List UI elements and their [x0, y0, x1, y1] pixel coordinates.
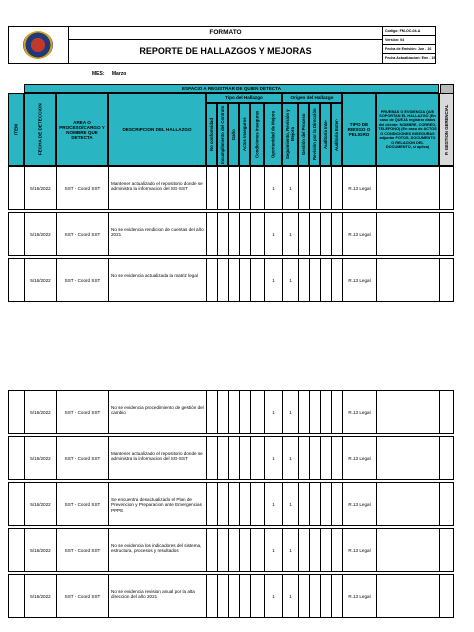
cell-riesgo	[342, 436, 376, 480]
cell-empty	[217, 390, 228, 434]
cell-empty	[320, 258, 331, 302]
origen-col-2: Gestión del Proceso	[298, 103, 309, 166]
cell-v2	[282, 436, 298, 480]
cell-empty	[8, 574, 24, 618]
cell-fecha	[24, 482, 56, 526]
cell-text-riesgo: R.13 Legal	[348, 232, 371, 237]
origen-col-5: Auditoria Exter-	[331, 103, 342, 166]
cell-empty	[217, 528, 228, 572]
cell-empty	[331, 482, 342, 526]
table-row	[8, 258, 454, 302]
cell-fecha	[24, 166, 56, 210]
cell-empty	[239, 528, 250, 572]
cell-empty	[8, 166, 24, 210]
cell-empty	[439, 436, 454, 480]
cell-text-riesgo: R.13 Legal	[348, 186, 371, 191]
cell-empty	[206, 482, 217, 526]
tipo-col-6: Oportunidad de Mejora	[264, 103, 282, 166]
cell-descripcion	[108, 574, 206, 618]
cell-text-v2: 1	[289, 594, 292, 599]
cell-text-area: SST - Coord SST	[64, 548, 101, 553]
logo-cell	[9, 27, 69, 63]
cell-v2	[282, 482, 298, 526]
table-row	[8, 166, 454, 210]
cell-empty	[228, 166, 239, 210]
cell-fecha	[24, 436, 56, 480]
cell-text-v1: 1	[272, 410, 275, 415]
origen-hallazgo-group: Origen del Hallazgo	[282, 93, 342, 103]
cell-v1	[264, 258, 282, 302]
cell-empty	[8, 436, 24, 480]
cell-empty	[8, 212, 24, 256]
cell-empty	[298, 528, 309, 572]
cell-empty	[439, 528, 454, 572]
cell-riesgo	[342, 574, 376, 618]
cell-empty	[376, 258, 439, 302]
cell-text-v2: 1	[289, 548, 292, 553]
cell-empty	[250, 528, 264, 572]
tipo-col-4: Actos Inseguros	[239, 103, 250, 166]
origen-col-1: Seguimiento, Revisión y Mejora	[282, 103, 298, 166]
cell-descripcion	[108, 258, 206, 302]
cell-text-fecha: 5/16/2022	[30, 502, 51, 507]
cell-fecha	[24, 212, 56, 256]
cell-empty	[376, 574, 439, 618]
company-logo	[23, 31, 53, 59]
cell-text-descripcion: No se evidencia procedimiento de gestión del cambio	[111, 405, 204, 416]
cell-fecha	[24, 574, 56, 618]
report-title: REPORTE DE HALLAZGOS Y MEJORAS	[139, 46, 312, 56]
cell-empty	[320, 166, 331, 210]
col-fecha: FECHA DE DETECCION	[24, 93, 56, 166]
cell-empty	[439, 212, 454, 256]
cell-empty	[298, 166, 309, 210]
cell-empty	[309, 436, 320, 480]
cell-empty	[239, 390, 250, 434]
cell-empty	[250, 436, 264, 480]
cell-empty	[309, 212, 320, 256]
cell-text-fecha: 5/16/2022	[30, 456, 51, 461]
cell-text-v1: 1	[272, 278, 275, 283]
cell-empty	[309, 574, 320, 618]
cell-empty	[228, 528, 239, 572]
cell-text-area: SST - Coord SST	[64, 594, 101, 599]
cell-text-v2: 1	[289, 232, 292, 237]
version: Versión: 04	[383, 36, 436, 45]
cell-empty	[376, 528, 439, 572]
cell-text-descripcion: No se evidencia los indicadores del sistema, estructura, procesos y resultados	[111, 543, 202, 554]
cell-text-fecha: 5/16/2022	[30, 278, 51, 283]
col-descripcion: DESCRIPCION DEL HALLAZGO	[108, 93, 206, 166]
cell-empty	[239, 574, 250, 618]
col-pruebas: PRUEBAS O EVIDENCIA QUE SOPORTAN EL HALLAZGO (En caso de QUEJA registrar datos del cliente: NOMBRE, CORREO, TELEFONO) (En caso de ACTOS O CONDICIONES INSEGURAS adjuntar FOTOS, DOCUMENTO O RELACION DEL DOCUMENTO, si aplica)	[376, 93, 439, 166]
cell-text-area: SST - Coord SST	[64, 456, 101, 461]
cell-descripcion	[108, 528, 206, 572]
cell-text-fecha: 5/16/2022	[30, 232, 51, 237]
cell-area	[56, 212, 108, 256]
cell-text-descripcion: No se evidencia rendicion de cuentas del año 2021	[111, 227, 204, 238]
cell-empty	[217, 166, 228, 210]
tipo-col-5: Condiciones Inseguras	[250, 103, 264, 166]
cell-text-descripcion: Se encuentra desactualizado el Plan de Prevencion y Preparacion ante Emergencias PPPE	[111, 497, 202, 513]
cell-empty	[206, 436, 217, 480]
cell-text-area: SST - Coord SST	[64, 278, 101, 283]
cell-text-v1: 1	[272, 186, 275, 191]
table-row	[8, 436, 454, 480]
cell-empty	[250, 166, 264, 210]
fecha-actualizacion: Fecha Actualizacion: Ene - 19	[385, 56, 436, 60]
cell-empty	[376, 390, 439, 434]
document-header	[8, 26, 436, 64]
cell-descripcion	[108, 212, 206, 256]
cell-empty	[439, 258, 454, 302]
cell-empty	[376, 436, 439, 480]
cell-empty	[228, 574, 239, 618]
tipo-hallazgo-group: Tipo del Hallazgo	[206, 93, 282, 103]
cell-empty	[8, 528, 24, 572]
cell-empty	[320, 212, 331, 256]
cell-empty	[331, 212, 342, 256]
cell-text-fecha: 5/16/2022	[30, 594, 51, 599]
cell-empty	[298, 212, 309, 256]
cell-empty	[8, 390, 24, 434]
cell-empty	[206, 528, 217, 572]
cell-riesgo	[342, 528, 376, 572]
cell-text-riesgo: R.13 Legal	[348, 594, 371, 599]
cell-empty	[228, 390, 239, 434]
title-cell	[69, 27, 383, 63]
cell-empty	[217, 574, 228, 618]
cell-empty	[250, 574, 264, 618]
cell-v1	[264, 390, 282, 434]
cell-empty	[439, 166, 454, 210]
cell-empty	[376, 212, 439, 256]
table-row	[8, 574, 454, 618]
cell-text-area: SST - Coord SST	[64, 502, 101, 507]
cell-empty	[228, 258, 239, 302]
cell-text-area: SST - Coord SST	[64, 186, 101, 191]
cell-empty	[309, 258, 320, 302]
cell-descripcion	[108, 482, 206, 526]
cell-empty	[206, 166, 217, 210]
cell-v2	[282, 212, 298, 256]
cell-empty	[250, 212, 264, 256]
cell-text-descripcion: Mantener actualizado el repositorio donde se administra la informacion del SG-SST	[111, 451, 203, 462]
cell-text-v2: 1	[289, 456, 292, 461]
cell-v1	[264, 212, 282, 256]
formato-label: FORMATO	[69, 27, 382, 40]
cell-v2	[282, 390, 298, 434]
cell-empty	[331, 258, 342, 302]
cell-text-v2: 1	[289, 410, 292, 415]
month-value: Marzo	[111, 71, 127, 77]
cell-text-v1: 1	[272, 548, 275, 553]
cell-empty	[309, 528, 320, 572]
cell-empty	[239, 166, 250, 210]
table-row	[8, 528, 454, 572]
cell-area	[56, 482, 108, 526]
cell-empty	[217, 482, 228, 526]
cell-empty	[376, 482, 439, 526]
cell-text-riesgo: R.13 Legal	[348, 278, 371, 283]
cell-text-riesgo: R.13 Legal	[348, 456, 371, 461]
cell-empty	[320, 436, 331, 480]
cell-fecha	[24, 390, 56, 434]
cell-empty	[320, 482, 331, 526]
cell-empty	[206, 258, 217, 302]
tipo-col-2: Incumplimiento del Contrato	[217, 103, 228, 166]
cell-v1	[264, 574, 282, 618]
table-row	[8, 390, 454, 434]
cell-area	[56, 390, 108, 434]
cell-empty	[320, 528, 331, 572]
cell-riesgo	[342, 390, 376, 434]
cell-empty	[239, 482, 250, 526]
cell-empty	[239, 258, 250, 302]
cell-v2	[282, 258, 298, 302]
cell-empty	[217, 212, 228, 256]
document-meta	[383, 27, 436, 63]
cell-text-v2: 1	[289, 502, 292, 507]
cell-empty	[309, 166, 320, 210]
cell-text-riesgo: R.13 Legal	[348, 410, 371, 415]
cell-empty	[8, 258, 24, 302]
espacio-header: ESPACIO A REGISTRAR DE QUIEN DETECTA	[24, 84, 439, 93]
cell-area	[56, 574, 108, 618]
cell-empty	[331, 436, 342, 480]
cell-text-descripcion: Mantener actualizado el repositorio donde se administra la informacion del SG-SST	[111, 181, 203, 192]
cell-empty	[250, 482, 264, 526]
cell-text-v1: 1	[272, 456, 275, 461]
codigo: Codigo: FM-OC-04-A	[383, 27, 436, 36]
cell-v2	[282, 528, 298, 572]
cell-empty	[309, 482, 320, 526]
col-item: ITEM	[8, 93, 24, 166]
cell-empty	[228, 482, 239, 526]
cell-text-fecha: 5/16/2022	[30, 186, 51, 191]
cell-empty	[376, 166, 439, 210]
col-gestion: P. GESTION GERENCIAL	[439, 93, 454, 166]
cell-riesgo	[342, 482, 376, 526]
cell-empty	[320, 390, 331, 434]
cell-text-descripcion: No se evidencia revision anual por la alta direccion del año 2021	[111, 589, 195, 600]
cell-empty	[320, 574, 331, 618]
table-row	[8, 482, 454, 526]
cell-riesgo	[342, 166, 376, 210]
cell-text-v1: 1	[272, 502, 275, 507]
cell-empty	[439, 390, 454, 434]
cell-descripcion	[108, 390, 206, 434]
fecha-emision: Fecha de Emisión: Jun - 16	[383, 45, 436, 54]
cell-empty	[331, 166, 342, 210]
cell-empty	[217, 258, 228, 302]
cell-area	[56, 436, 108, 480]
cell-v1	[264, 482, 282, 526]
cell-empty	[228, 212, 239, 256]
cell-text-v2: 1	[289, 186, 292, 191]
cell-empty	[331, 574, 342, 618]
cell-empty	[8, 482, 24, 526]
cell-v1	[264, 528, 282, 572]
cell-empty	[298, 574, 309, 618]
cell-text-riesgo: R.13 Legal	[348, 548, 371, 553]
cell-area	[56, 166, 108, 210]
cell-text-v2: 1	[289, 278, 292, 283]
cell-empty	[239, 212, 250, 256]
cell-area	[56, 528, 108, 572]
origen-col-4: Auditoría Inte-	[320, 103, 331, 166]
cell-empty	[206, 390, 217, 434]
cell-empty	[298, 482, 309, 526]
cell-empty	[250, 390, 264, 434]
cell-empty	[298, 258, 309, 302]
cell-fecha	[24, 528, 56, 572]
cell-riesgo	[342, 212, 376, 256]
cell-empty	[217, 436, 228, 480]
cell-empty	[439, 482, 454, 526]
cell-empty	[309, 390, 320, 434]
cell-empty	[228, 436, 239, 480]
cell-empty	[206, 574, 217, 618]
cell-text-riesgo: R.13 Legal	[348, 502, 371, 507]
cell-empty	[206, 212, 217, 256]
cell-descripcion	[108, 436, 206, 480]
cell-v2	[282, 166, 298, 210]
cell-text-v1: 1	[272, 594, 275, 599]
cell-text-fecha: 5/16/2022	[30, 410, 51, 415]
cell-empty	[331, 528, 342, 572]
cell-empty	[298, 390, 309, 434]
cell-v1	[264, 166, 282, 210]
origen-col-3: Revisión por la Dirección	[309, 103, 320, 166]
cell-empty	[298, 436, 309, 480]
month-field	[92, 71, 126, 77]
month-label: MES:	[92, 71, 105, 77]
cell-text-v1: 1	[272, 232, 275, 237]
cell-text-descripcion: No se evidencia actualizada la matriz legal	[111, 273, 198, 278]
cell-text-area: SST - Coord SST	[64, 232, 101, 237]
cell-riesgo	[342, 258, 376, 302]
cell-v1	[264, 436, 282, 480]
cell-area	[56, 258, 108, 302]
col-tipo-riesgo: TIPO DE RIESGO O PELIGRO	[342, 93, 376, 166]
cell-text-area: SST - Coord SST	[64, 410, 101, 415]
cell-text-fecha: 5/16/2022	[30, 548, 51, 553]
cell-fecha	[24, 258, 56, 302]
table-row	[8, 212, 454, 256]
cell-v2	[282, 574, 298, 618]
tipo-col-3: Daño	[228, 103, 239, 166]
cell-empty	[239, 436, 250, 480]
col-area: AREA O PROCESO/CARGO Y NOMBRE QUE DETECTA	[56, 93, 108, 166]
cell-empty	[331, 390, 342, 434]
cell-empty	[439, 574, 454, 618]
cell-descripcion	[108, 166, 206, 210]
cell-empty	[250, 258, 264, 302]
tipo-col-1: No conformidad	[206, 103, 217, 166]
